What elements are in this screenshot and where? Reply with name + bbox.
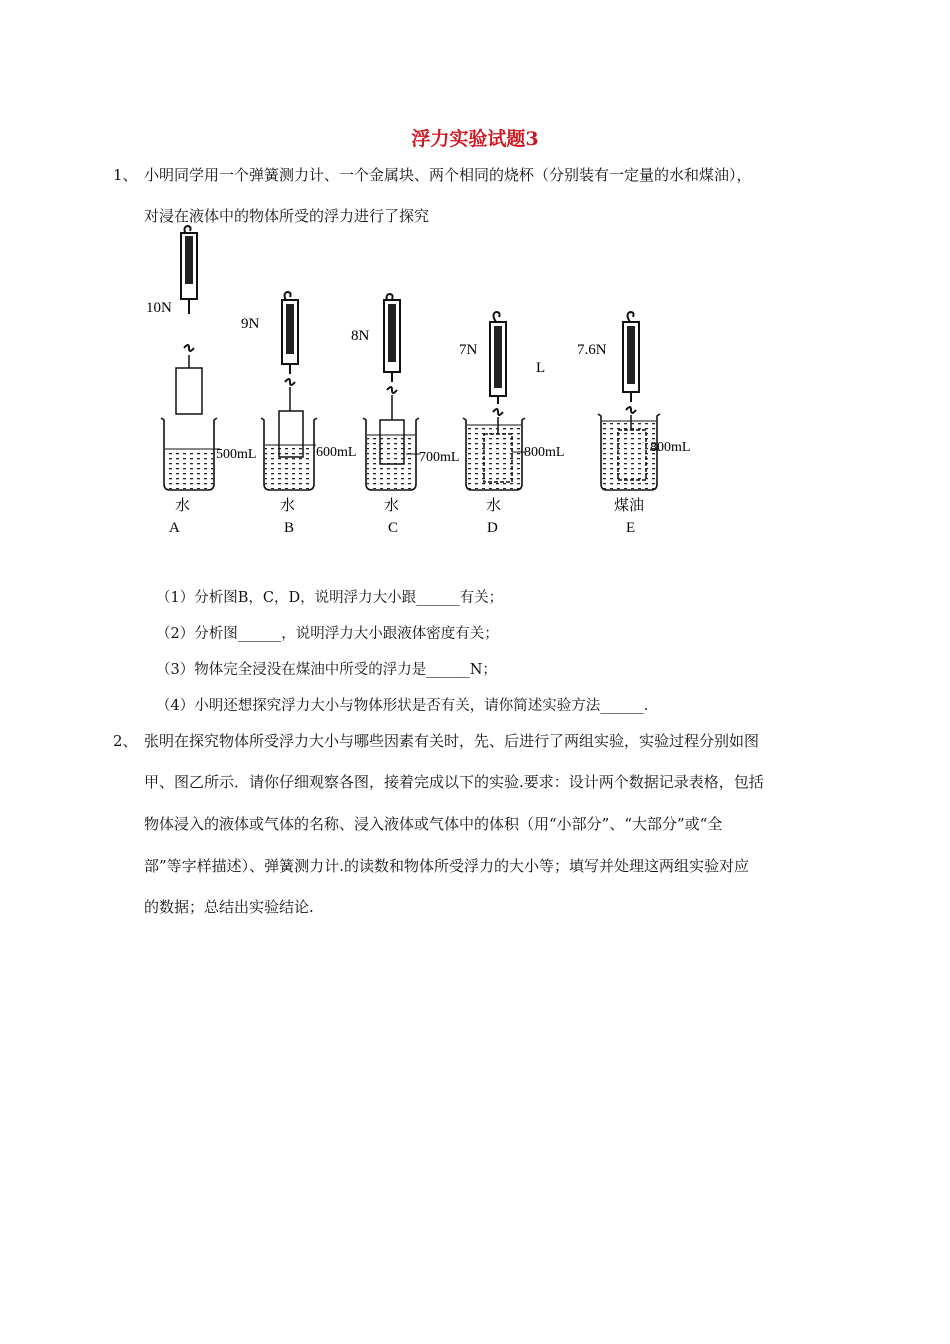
reading-d: 7N	[459, 342, 478, 358]
apparatus-a	[161, 226, 220, 490]
liquid-b: 水	[280, 498, 296, 514]
liquid-a: 水	[175, 498, 191, 514]
letter-d: D	[487, 520, 498, 536]
volume-e: 800mL	[650, 440, 691, 455]
letter-b: B	[284, 520, 295, 536]
question-2-text-line-4: 部”等字样描述）、弹簧测力计.的读数和物体所受浮力的大小等；填写并处理这两组实验对应	[144, 857, 749, 875]
question-1-part-4: （4）小明还想探究浮力大小与物体形状是否有关，请你简述实验方法______.	[156, 698, 649, 714]
apparatus-b	[261, 292, 317, 490]
page-title: 浮力实验试题3	[411, 128, 539, 150]
liquid-c: 水	[384, 498, 400, 514]
reading-c: 8N	[351, 328, 370, 344]
buoyancy-experiment-figure	[140, 222, 740, 542]
volume-d: 800mL	[524, 445, 565, 460]
question-1-text-line-1: 小明同学用一个弹簧测力计、一个金属块、两个相同的烧杯（分别装有一定量的水和煤油），	[144, 166, 752, 184]
liquid-e: 煤油	[614, 498, 645, 514]
question-2-number: 2、	[113, 732, 138, 750]
reading-a: 10N	[146, 300, 172, 316]
reading-e: 7.6N	[577, 342, 607, 358]
liquid-d: 水	[486, 498, 502, 514]
stray-label-l: L	[536, 360, 546, 376]
apparatus-e	[598, 312, 660, 490]
letter-e: E	[626, 520, 636, 536]
reading-b: 9N	[241, 316, 260, 332]
question-1-part-2: （2）分析图______，说明浮力大小跟液体密度有关；	[156, 626, 499, 642]
apparatus-d	[463, 312, 526, 490]
letter-a: A	[169, 520, 180, 536]
letter-c: C	[388, 520, 399, 536]
question-2-text-line-3: 物体浸入的液体或气体的名称、浸入液体或气体中的体积（用“小部分”、“大部分”或“全	[144, 815, 723, 833]
question-2-text-line-5: 的数据；总结出实验结论.	[144, 898, 314, 916]
question-1-text-line-2: 对浸在液体中的物体所受的浮力进行了探究	[144, 207, 430, 225]
volume-a: 500mL	[216, 447, 257, 462]
question-1-number: 1、	[113, 166, 138, 184]
volume-b: 600mL	[316, 445, 357, 460]
question-2-text-line-1: 张明在探究物体所受浮力大小与哪些因素有关时，先、后进行了两组实验，实验过程分别如图	[144, 732, 760, 750]
apparatus-c	[363, 294, 420, 490]
question-1-part-1: （1）分析图B，C，D，说明浮力大小跟______有关；	[156, 590, 504, 606]
volume-c: 700mL	[419, 450, 460, 465]
question-1-part-3: （3）物体完全浸没在煤油中所受的浮力是______N；	[156, 662, 497, 678]
question-2-text-line-2: 甲、图乙所示．请你仔细观察各图，接着完成以下的实验.要求：设计两个数据记录表格，包括	[144, 773, 764, 791]
